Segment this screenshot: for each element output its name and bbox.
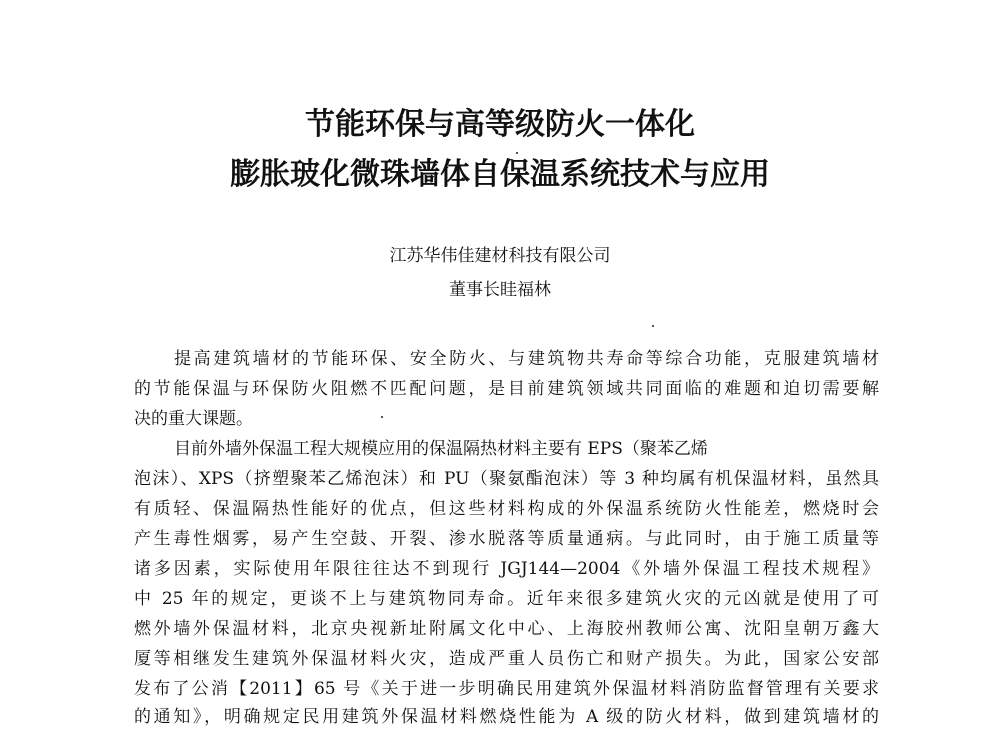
paragraph-2-line-2: 泡沫）、XPS（挤塑聚苯乙烯泡沫）和 PU（聚氨酯泡沫）等 3 种均属有机保温材料，虽然具	[134, 469, 879, 489]
document-title-line-1: 节能环保与高等级防火一体化	[305, 107, 695, 142]
paragraph-2-line-9: 发布了公消【2011】65 号《关于进一步明确民用建筑外保温材料消防监督管理有关要求	[134, 679, 879, 699]
paragraph-2-line-5: 诸多因素，实际使用年限往往达不到现行 JGJ144—2004《外墙外保温工程技术规程》	[134, 559, 879, 579]
document-title-line-2: 膨胀玻化微珠墙体自保温系统技术与应用	[230, 157, 770, 192]
paragraph-2-line-7: 燃外墙外保温材料，北京央视新址附属文化中心、上海胶州教师公寓、沈阳皇朝万鑫大	[134, 619, 879, 639]
paragraph-2-line-4: 产生毒性烟雾，易产生空鼓、开裂、渗水脱落等质量通病。与此同时，由于施工质量等	[134, 529, 879, 549]
scan-speck	[652, 325, 654, 327]
paragraph-1-line-3: 决的重大课题。	[134, 409, 253, 429]
author-name: 董事长眭福林	[449, 280, 551, 300]
paragraph-2-line-3: 有质轻、保温隔热性能好的优点，但这些材料构成的外保温系统防火性能差，燃烧时会	[134, 499, 879, 519]
paragraph-2-line-10: 的通知》，明确规定民用建筑外保温材料燃烧性能为 A 级的防火材料，做到建筑墙材的	[134, 707, 879, 727]
scan-speck	[516, 152, 518, 154]
scan-speck	[381, 416, 383, 418]
paragraph-1-line-2: 的节能保温与环保防火阻燃不匹配问题，是目前建筑领域共同面临的难题和迫切需要解	[134, 379, 879, 399]
paragraph-1-line-1: 提高建筑墙材的节能环保、安全防火、与建筑物共寿命等综合功能，克服建筑墙材	[174, 349, 879, 369]
author-affiliation: 江苏华伟佳建材科技有限公司	[389, 246, 611, 266]
paragraph-2-line-1: 目前外墙外保温工程大规模应用的保温隔热材料主要有 EPS（聚苯乙烯	[174, 439, 708, 459]
paragraph-2-line-6: 中 25 年的规定，更谈不上与建筑物同寿命。近年来很多建筑火灾的元凶就是使用了可	[134, 589, 879, 609]
paragraph-2-line-8: 厦等相继发生建筑外保温材料火灾，造成严重人员伤亡和财产损失。为此，国家公安部	[134, 649, 879, 669]
